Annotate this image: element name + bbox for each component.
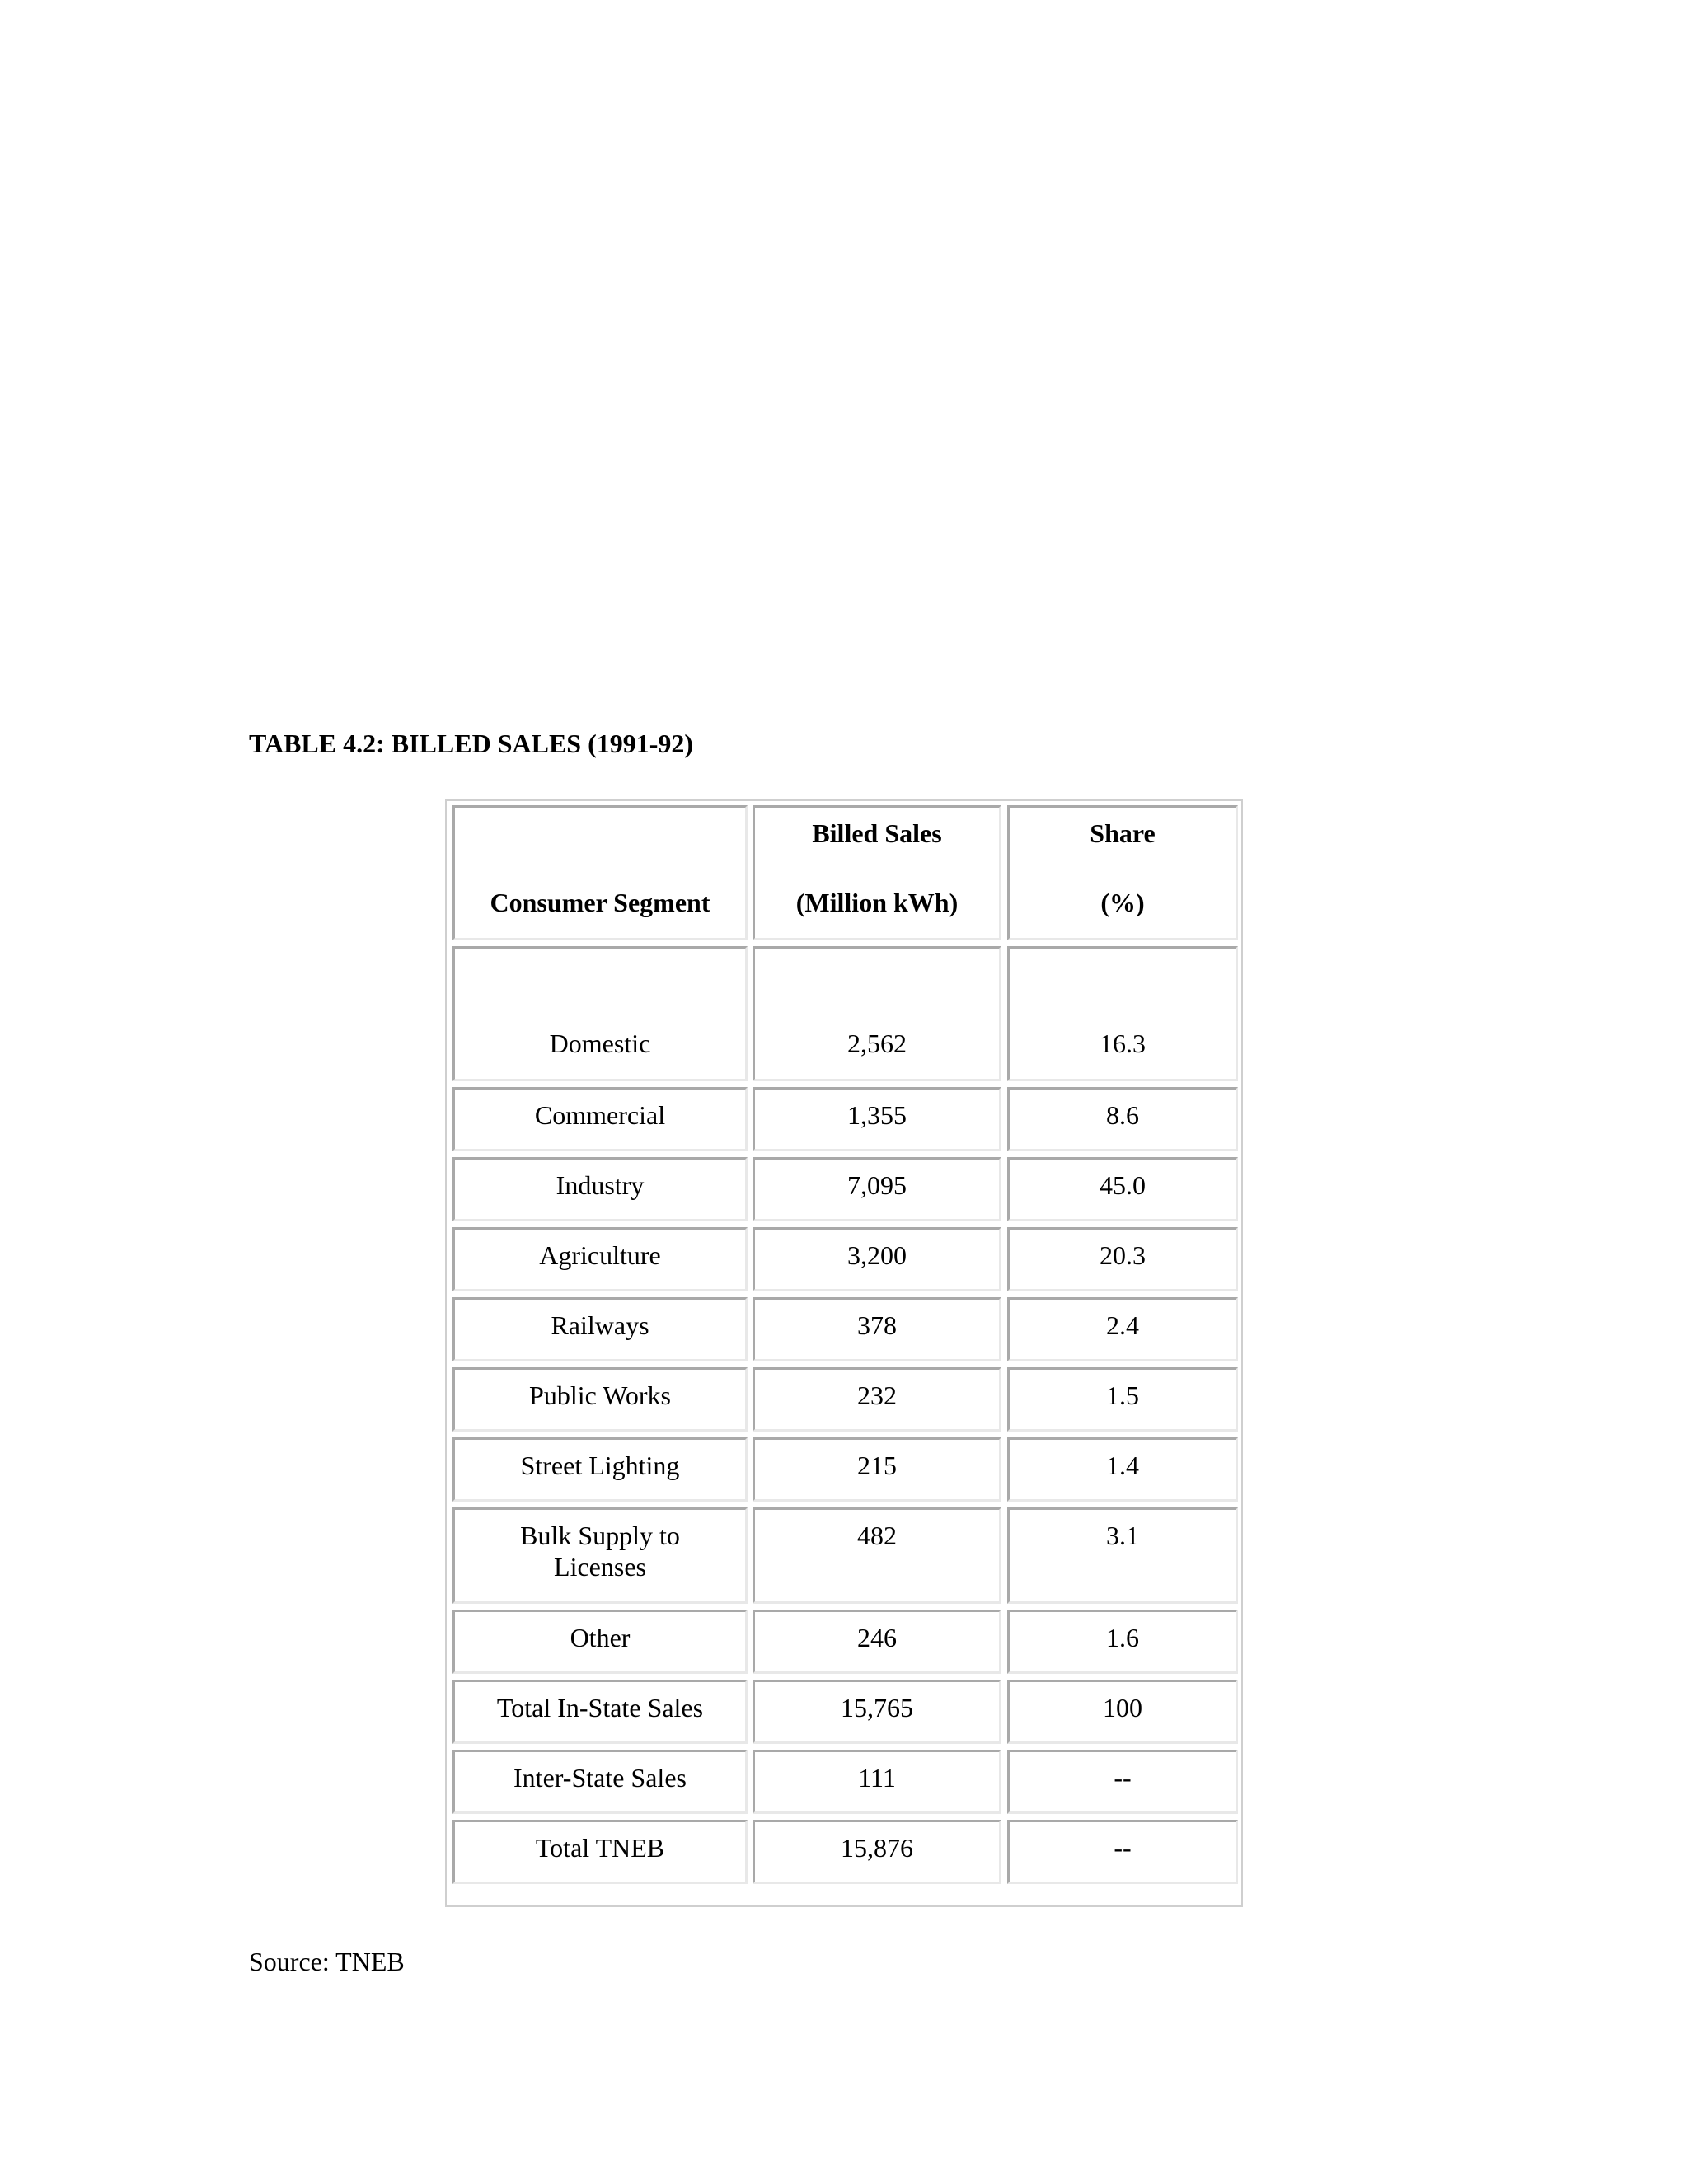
- share-value: 2.4: [1106, 1310, 1139, 1340]
- sales-value: 3,200: [847, 1240, 907, 1270]
- sales-value: 246: [857, 1623, 897, 1652]
- share-value: 3.1: [1106, 1521, 1139, 1550]
- table-row-cell-sales: [753, 1750, 1001, 1814]
- share-value: 20.3: [1100, 1240, 1146, 1270]
- table-row-cell-sales: [753, 1297, 1001, 1361]
- table-row-cell-share: [1007, 1680, 1238, 1744]
- table-row-cell-share: [1007, 1297, 1238, 1361]
- segment-label: Street Lighting: [520, 1451, 680, 1480]
- share-value: 1.5: [1106, 1380, 1139, 1410]
- table-row-cell-sales: [753, 1437, 1001, 1502]
- table-row-cell-share: [1007, 1820, 1238, 1884]
- header-unit: (Million kWh): [795, 888, 959, 917]
- segment-label: Agriculture: [539, 1240, 661, 1270]
- table-row-cell-segment: [452, 1820, 748, 1884]
- table-row-cell-sales: [753, 1227, 1001, 1291]
- segment-label: Inter-State Sales: [513, 1763, 687, 1793]
- segment-label: Total TNEB: [535, 1833, 665, 1863]
- table-row-cell-segment: [452, 1750, 748, 1814]
- segment-label: Other: [570, 1623, 631, 1652]
- table-row-cell-segment: [452, 1507, 748, 1604]
- table-row-cell-segment: [452, 1227, 748, 1291]
- sales-value: 15,876: [841, 1833, 913, 1863]
- sales-value: 15,765: [841, 1693, 913, 1722]
- table-row-cell-sales: [753, 1367, 1001, 1432]
- header-label: Consumer Segment: [490, 888, 710, 917]
- share-value: 1.4: [1106, 1451, 1139, 1480]
- table-row-cell-share: [1007, 1367, 1238, 1432]
- segment-label: Public Works: [529, 1380, 671, 1410]
- sales-value: 232: [857, 1380, 897, 1410]
- share-value: 45.0: [1100, 1170, 1146, 1200]
- share-value: 1.6: [1106, 1623, 1139, 1652]
- header-unit: (%): [1100, 888, 1145, 917]
- table-row-cell-share: [1007, 1227, 1238, 1291]
- sales-value: 482: [857, 1521, 897, 1550]
- sales-value: 111: [858, 1763, 896, 1793]
- segment-label: Railways: [551, 1310, 649, 1340]
- segment-label: Industry: [556, 1170, 645, 1200]
- share-value: 16.3: [1100, 1029, 1146, 1058]
- sales-value: 1,355: [847, 1100, 907, 1130]
- table-row-cell-sales: [753, 946, 1001, 1081]
- table-row-cell-share: [1007, 1087, 1238, 1151]
- share-value: 8.6: [1106, 1100, 1139, 1130]
- table-row-cell-segment: [452, 1437, 748, 1502]
- sales-value: 2,562: [847, 1029, 907, 1058]
- table-row-cell-segment: [452, 1610, 748, 1674]
- sales-value: 7,095: [847, 1170, 907, 1200]
- sales-value: 215: [857, 1451, 897, 1480]
- table-row-cell-segment: [452, 1297, 748, 1361]
- header-share: [1007, 805, 1238, 940]
- table-row-cell-sales: [753, 1610, 1001, 1674]
- table-row-cell-share: [1007, 1750, 1238, 1814]
- table-row-cell-sales: [753, 1820, 1001, 1884]
- table-row-cell-segment: [452, 946, 748, 1081]
- table-row-cell-segment: [452, 1367, 748, 1432]
- segment-label: Total In-State Sales: [496, 1693, 704, 1722]
- sales-value: 378: [857, 1310, 897, 1340]
- segment-label: Commercial: [534, 1100, 666, 1130]
- header-consumer-segment: [452, 805, 748, 940]
- segment-label-continued: Licenses: [554, 1552, 646, 1582]
- table-row-cell-share: [1007, 1437, 1238, 1502]
- source-note: Source: TNEB: [249, 1947, 405, 1976]
- share-value: --: [1114, 1763, 1132, 1793]
- share-value: --: [1114, 1833, 1132, 1863]
- table-row-cell-share: [1007, 1157, 1238, 1221]
- table-row-cell-share: [1007, 1507, 1238, 1604]
- header-billed-sales: [753, 805, 1001, 940]
- share-value: 100: [1103, 1693, 1142, 1722]
- table-row-cell-share: [1007, 946, 1238, 1081]
- table-row-cell-share: [1007, 1610, 1238, 1674]
- table-row-cell-segment: [452, 1680, 748, 1744]
- table-row-cell-sales: [753, 1680, 1001, 1744]
- segment-label: Bulk Supply to: [520, 1521, 680, 1550]
- header-label: Share: [1090, 818, 1156, 848]
- table-row-cell-sales: [753, 1157, 1001, 1221]
- table-row-cell-sales: [753, 1087, 1001, 1151]
- table-row-cell-segment: [452, 1157, 748, 1221]
- table-title: TABLE 4.2: BILLED SALES (1991-92): [249, 729, 694, 758]
- segment-label: Domestic: [549, 1029, 651, 1058]
- table-row-cell-segment: [452, 1087, 748, 1151]
- table-row-cell-sales: [753, 1507, 1001, 1604]
- header-label: Billed Sales: [812, 818, 942, 848]
